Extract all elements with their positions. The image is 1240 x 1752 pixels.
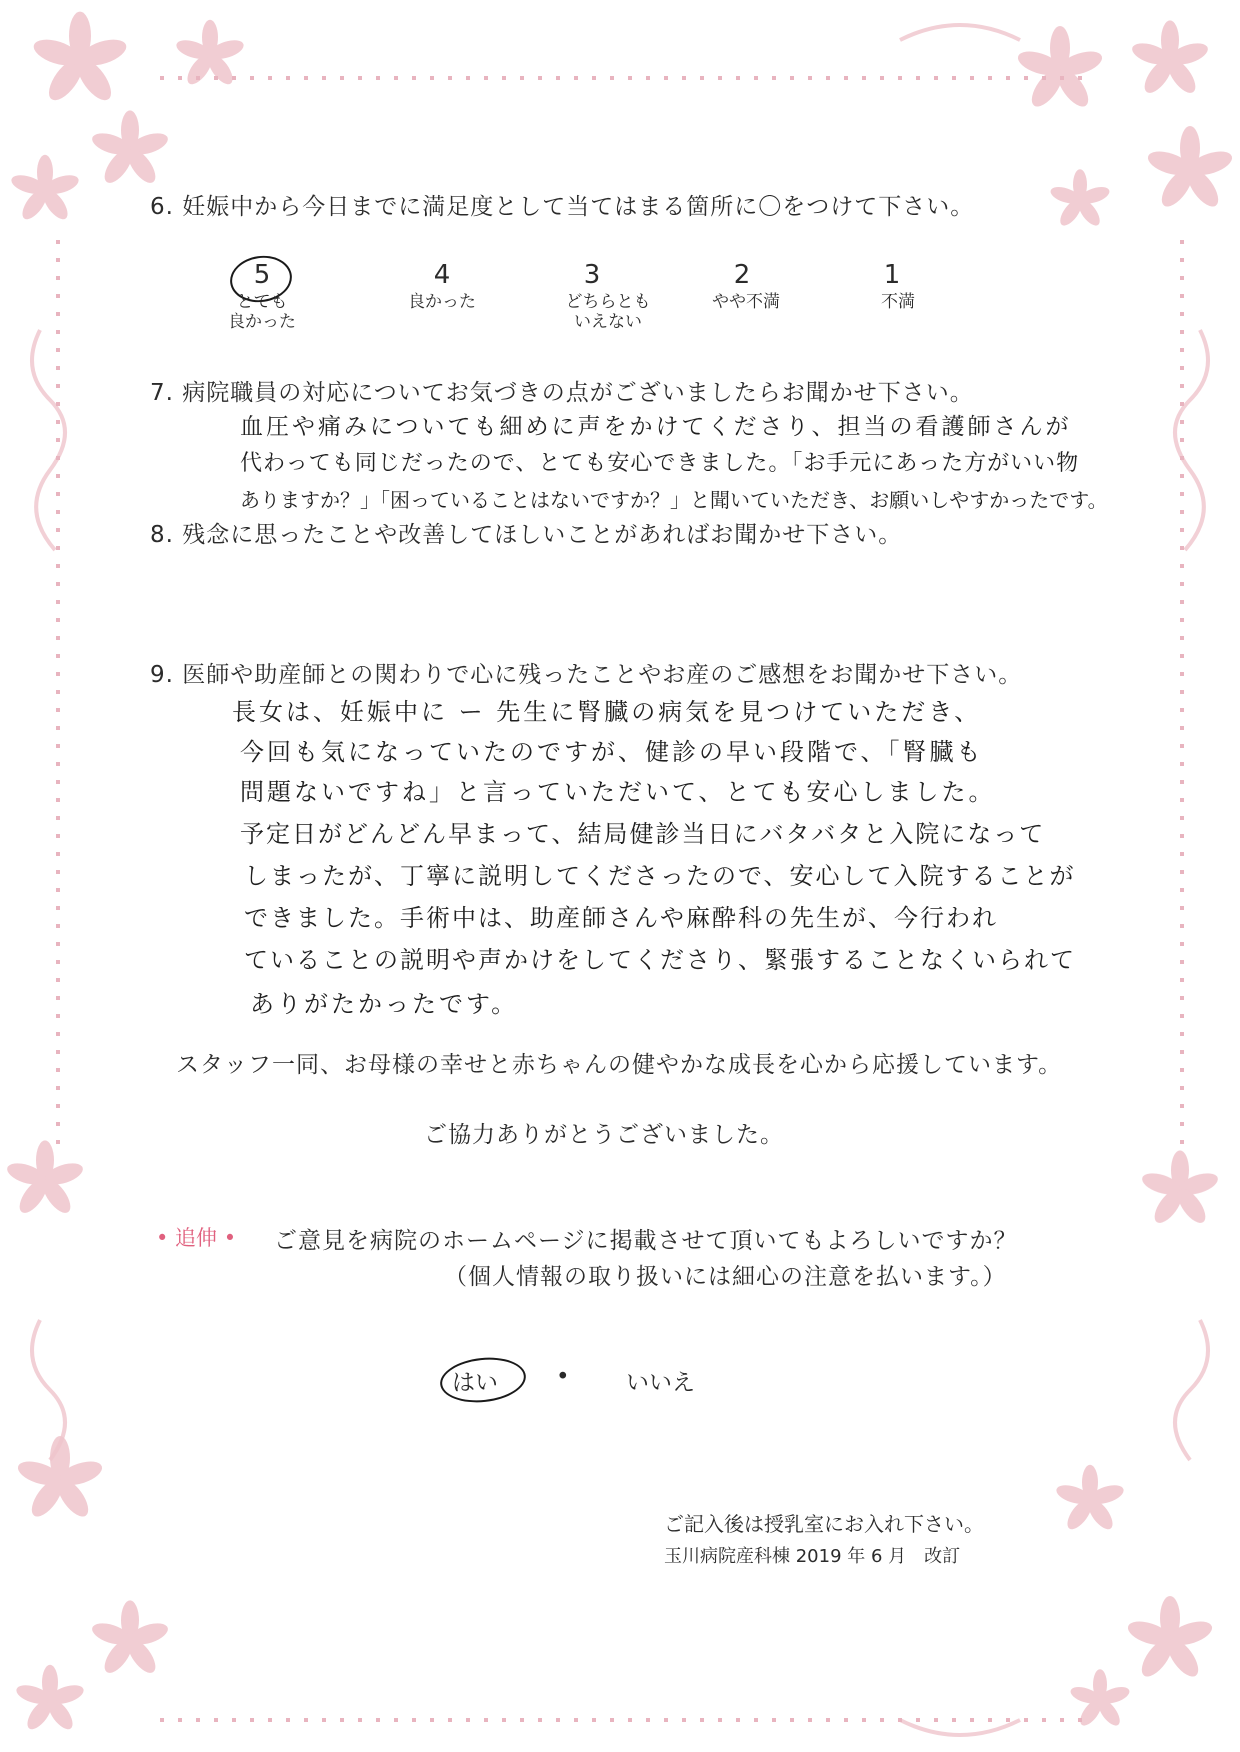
flower-icon [1125, 1596, 1215, 1681]
question-8 [150, 516, 902, 549]
closing-message: スタッフ一同、お母様の幸せと赤ちゃんの健やかな成長を心から応援しています。 [176, 1052, 1063, 1078]
handwritten-line: ありがたかったです。 [250, 990, 519, 1018]
handwritten-line: 問題ないですね」と言っていただいて、とても安心しました。 [240, 778, 996, 806]
question-number: 9. [150, 662, 174, 688]
handwritten-line: しまったが、丁寧に説明してくださったので、安心して入院することが [244, 862, 1076, 890]
handwritten-line: 血圧や痛みについても細めに声をかけてくださり、担当の看護師さんが [240, 414, 1072, 440]
postscript-question: ご意見を病院のホームページに掲載させて頂いてもよろしいですか？ [274, 1228, 1018, 1254]
flower-icon [1054, 1465, 1126, 1533]
question-text: 妊娠中から今日までに満足度として当てはまる箇所に〇をつけて下さい。 [182, 194, 975, 220]
postscript-note: （個人情報の取り扱いには細心の注意を払います。） [444, 1264, 1007, 1290]
flower-icon [9, 155, 81, 223]
flower-icon [31, 12, 130, 106]
flower-icon [1145, 126, 1235, 211]
rating-label: やや不満 [712, 292, 780, 312]
rating-label: 不満 [881, 292, 915, 312]
rating-value[interactable]: 2 [733, 260, 751, 290]
question-number: 6. [150, 194, 174, 220]
handwritten-line: 長女は、妊娠中に ー 先生に腎臓の病気を見つけていただき、 [232, 698, 982, 726]
flower-icon [1140, 1150, 1221, 1227]
no-option[interactable]: いいえ [626, 1370, 695, 1396]
rating-value[interactable]: 4 [433, 260, 451, 290]
rating-value[interactable]: 5 [253, 260, 271, 290]
handwritten-line: ありますか？」「困っていることはないですか？」と聞いていただき、お願いしやすかったです。 [240, 488, 1108, 512]
choice-separator: • [556, 1364, 570, 1390]
flower-icon [1069, 1669, 1132, 1729]
flower-icon [15, 1436, 105, 1521]
revision-note: 玉川病院産科棟 2019 年 6 月 改訂 [664, 1546, 961, 1567]
question-text: 残念に思ったことや改善してほしいことがあればお聞かせ下さい。 [182, 522, 903, 548]
handwritten-line: 今回も気になっていたのですが、健診の早い段階で、「腎臓も [240, 738, 984, 766]
handwritten-line: 予定日がどんどん早まって、結局健診当日にバタバタと入院になって [240, 820, 1046, 848]
question-6 [150, 188, 974, 221]
flower-icon [90, 1600, 171, 1677]
rating-value[interactable]: 1 [883, 260, 901, 290]
yes-option[interactable]: はい [452, 1370, 498, 1396]
footer-instruction: ご記入後は授乳室にお入れ下さい。 [664, 1512, 984, 1536]
question-text: 医師や助産師との関わりで心に残ったことやお産のご感想をお聞かせ下さい。 [182, 662, 1023, 688]
flower-icon [1130, 20, 1211, 97]
postscript-tag: • 追伸 • [156, 1226, 237, 1250]
flower-icon [90, 110, 171, 187]
rating-label: どちらとも いえない [565, 292, 651, 332]
question-7 [150, 374, 974, 407]
rating-label: 良かった [408, 292, 476, 312]
question-number: 8. [150, 522, 174, 548]
question-text: 病院職員の対応についてお気づきの点がございましたらお聞かせ下さい。 [182, 380, 974, 406]
rating-value[interactable]: 3 [583, 260, 601, 290]
rating-label: とても 良かった [228, 292, 296, 332]
flower-icon [1049, 169, 1112, 229]
thank-you-message: ご協力ありがとうございました。 [424, 1122, 784, 1148]
handwritten-line: できました。手術中は、助産師さんや麻酔科の先生が、今行われ [244, 904, 998, 932]
flower-icon [1015, 26, 1105, 111]
flower-icon [14, 1665, 86, 1733]
question-number: 7. [150, 380, 174, 406]
flower-icon [5, 1140, 86, 1217]
handwritten-line: ていることの説明や声かけをしてくださり、緊張することなくいられて [244, 946, 1076, 974]
handwritten-line: 代わっても同じだったので、とても安心できました。「お手元にあった方がいい物 [240, 451, 1080, 476]
question-9 [150, 656, 1022, 689]
